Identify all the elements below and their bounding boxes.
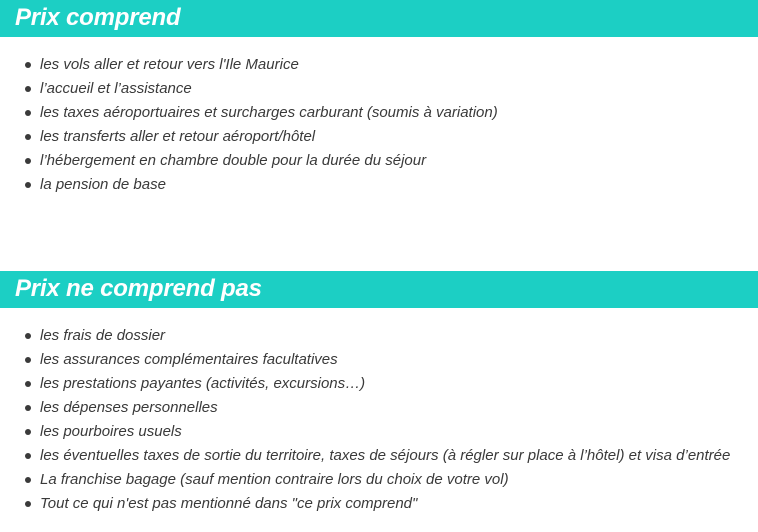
bullet-icon — [25, 158, 31, 164]
price-excludes-title: Prix ne comprend pas — [15, 275, 262, 302]
list-item-text: l’hébergement en chambre double pour la durée du séjour — [40, 152, 427, 169]
list-item-text: La franchise bagage (sauf mention contraire lors du choix de votre vol) — [40, 471, 509, 488]
bullet-icon — [25, 357, 31, 363]
list-item — [0, 125, 758, 149]
list-item-text: les taxes aéroportuaires et surcharges carburant (soumis à variation) — [40, 104, 498, 121]
list-item — [0, 444, 758, 468]
list-item — [0, 149, 758, 173]
price-includes-header — [0, 0, 758, 37]
price-excludes-list — [0, 324, 758, 516]
list-item-text: Tout ce qui n'est pas mentionné dans "ce prix comprend" — [40, 495, 418, 512]
list-item — [0, 101, 758, 125]
bullet-icon — [25, 110, 31, 116]
price-includes-title: Prix comprend — [15, 4, 181, 31]
list-item — [0, 492, 758, 516]
list-item — [0, 77, 758, 101]
list-item — [0, 173, 758, 197]
list-item — [0, 372, 758, 396]
list-item-text: l’accueil et l’assistance — [40, 80, 192, 97]
bullet-icon — [25, 134, 31, 140]
list-item — [0, 420, 758, 444]
list-item — [0, 324, 758, 348]
list-item — [0, 468, 758, 492]
list-item — [0, 396, 758, 420]
bullet-icon — [25, 86, 31, 92]
bullet-icon — [25, 477, 31, 483]
bullet-icon — [25, 429, 31, 435]
list-item-text: les dépenses personnelles — [40, 399, 218, 416]
bullet-icon — [25, 501, 31, 507]
list-item — [0, 348, 758, 372]
bullet-icon — [25, 333, 31, 339]
bullet-icon — [25, 453, 31, 459]
price-excludes-header — [0, 271, 758, 308]
list-item-text: les pourboires usuels — [40, 423, 182, 440]
list-item-text: les assurances complémentaires facultatives — [40, 351, 338, 368]
list-item-text: les prestations payantes (activités, excursions…) — [40, 375, 366, 392]
bullet-icon — [25, 62, 31, 68]
list-item — [0, 53, 758, 77]
price-includes-list — [0, 53, 758, 197]
bullet-icon — [25, 381, 31, 387]
list-item-text: les éventuelles taxes de sortie du territoire, taxes de séjours (à régler sur place à l’hôtel) et visa d’entrée — [40, 447, 731, 464]
bullet-icon — [25, 405, 31, 411]
list-item-text: les vols aller et retour vers l'Ile Maurice — [40, 56, 299, 73]
list-item-text: les frais de dossier — [40, 327, 166, 344]
list-item-text: la pension de base — [40, 176, 166, 193]
list-item-text: les transferts aller et retour aéroport/hôtel — [40, 128, 316, 145]
bullet-icon — [25, 182, 31, 188]
